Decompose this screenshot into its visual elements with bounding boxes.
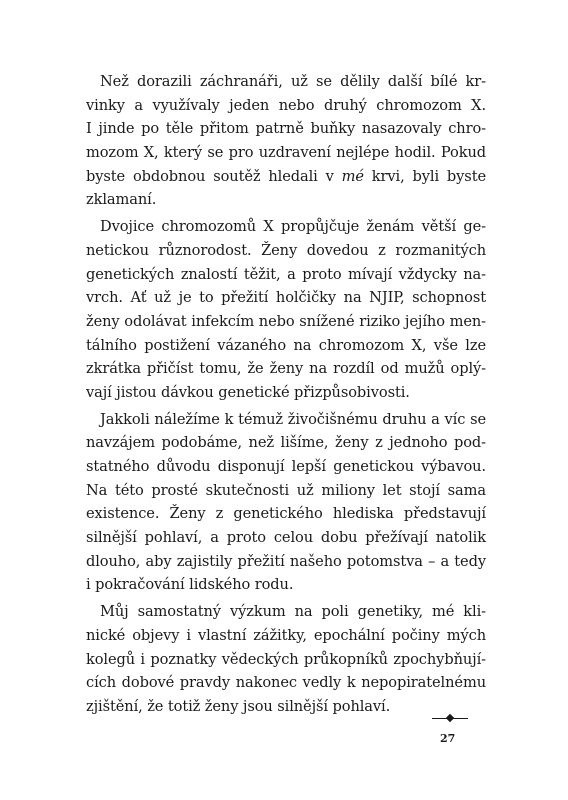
text-line: dlouho, aby zajistily přežití našeho potomstva – a tedy xyxy=(86,552,486,570)
text-line: Jakkoli náležíme k témuž živočišnému druhu a víc se xyxy=(100,410,486,428)
text-line: netickou různorodost. Ženy dovedou z rozmanitých xyxy=(86,241,486,259)
page-footer xyxy=(430,712,470,752)
text-line: zjištění, že totiž ženy jsou silnější pohlaví. xyxy=(86,697,391,715)
text-line: navzájem podobáme, než lišíme, ženy z jednoho pod- xyxy=(86,434,486,452)
text-line: silnější pohlaví, a proto celou dobu přežívají natolik xyxy=(86,529,486,547)
page-number: 27 xyxy=(440,732,456,745)
emphasis-text: mé xyxy=(341,167,364,185)
text-line: vají jistou dávkou genetické přizpůsobivosti. xyxy=(86,383,410,401)
text-fragment: krvi, byli byste xyxy=(363,167,486,185)
text-line xyxy=(86,165,486,189)
text-line: nické objevy i vlastní zážitky, epochální počiny mých xyxy=(86,626,486,644)
text-line: mozom X, který se pro uzdravení nejlépe hodil. Pokud xyxy=(86,144,486,162)
text-line: tálního postižení vázaného na chromozom X, vše lze xyxy=(86,336,486,354)
text-line: Můj samostatný výzkum na poli genetiky, mé kli- xyxy=(100,603,486,621)
text-line: existence. Ženy z genetického hlediska představují xyxy=(86,505,486,523)
text-line: ženy odolávat infekcím nebo snížené riziko jejího men- xyxy=(86,312,486,330)
text-line: I jinde po těle přitom patrně buňky nasazovaly chro- xyxy=(86,120,486,138)
text-fragment: byste obdobnou soutěž hledali v xyxy=(86,167,342,185)
text-line: kolegů i poznatky vědeckých průkopníků zpochybňují- xyxy=(86,650,486,668)
text-line: Na této prosté skutečnosti už miliony let stojí sama xyxy=(86,481,486,499)
text-line: i pokračování lidského rodu. xyxy=(86,576,294,594)
text-line: Dvojice chromozomů X propůjčuje ženám větší ge- xyxy=(100,218,486,236)
text-line: Než dorazili záchranáři, už se dělily další bílé kr- xyxy=(100,73,486,90)
text-line: zklamaní. xyxy=(86,191,157,209)
body-text xyxy=(86,70,486,719)
text-line: vinky a využívaly jeden nebo druhý chromozom X. xyxy=(86,96,486,114)
text-line: cích dobové pravdy nakonec vedly k nepopiratelnému xyxy=(86,674,486,692)
text-line: genetických znalostí těžit, a proto mívají vždycky na- xyxy=(86,265,486,283)
text-line: statného důvodu disponují lepší genetickou výbavou. xyxy=(86,458,486,475)
text-line: vrch. Ať už je to přežití holčičky na NJIP, schopnost xyxy=(86,289,486,307)
text-line: zkrátka přičíst tomu, že ženy na rozdíl od mužů oplý- xyxy=(86,360,486,378)
diamond-ornament-icon xyxy=(446,714,454,722)
